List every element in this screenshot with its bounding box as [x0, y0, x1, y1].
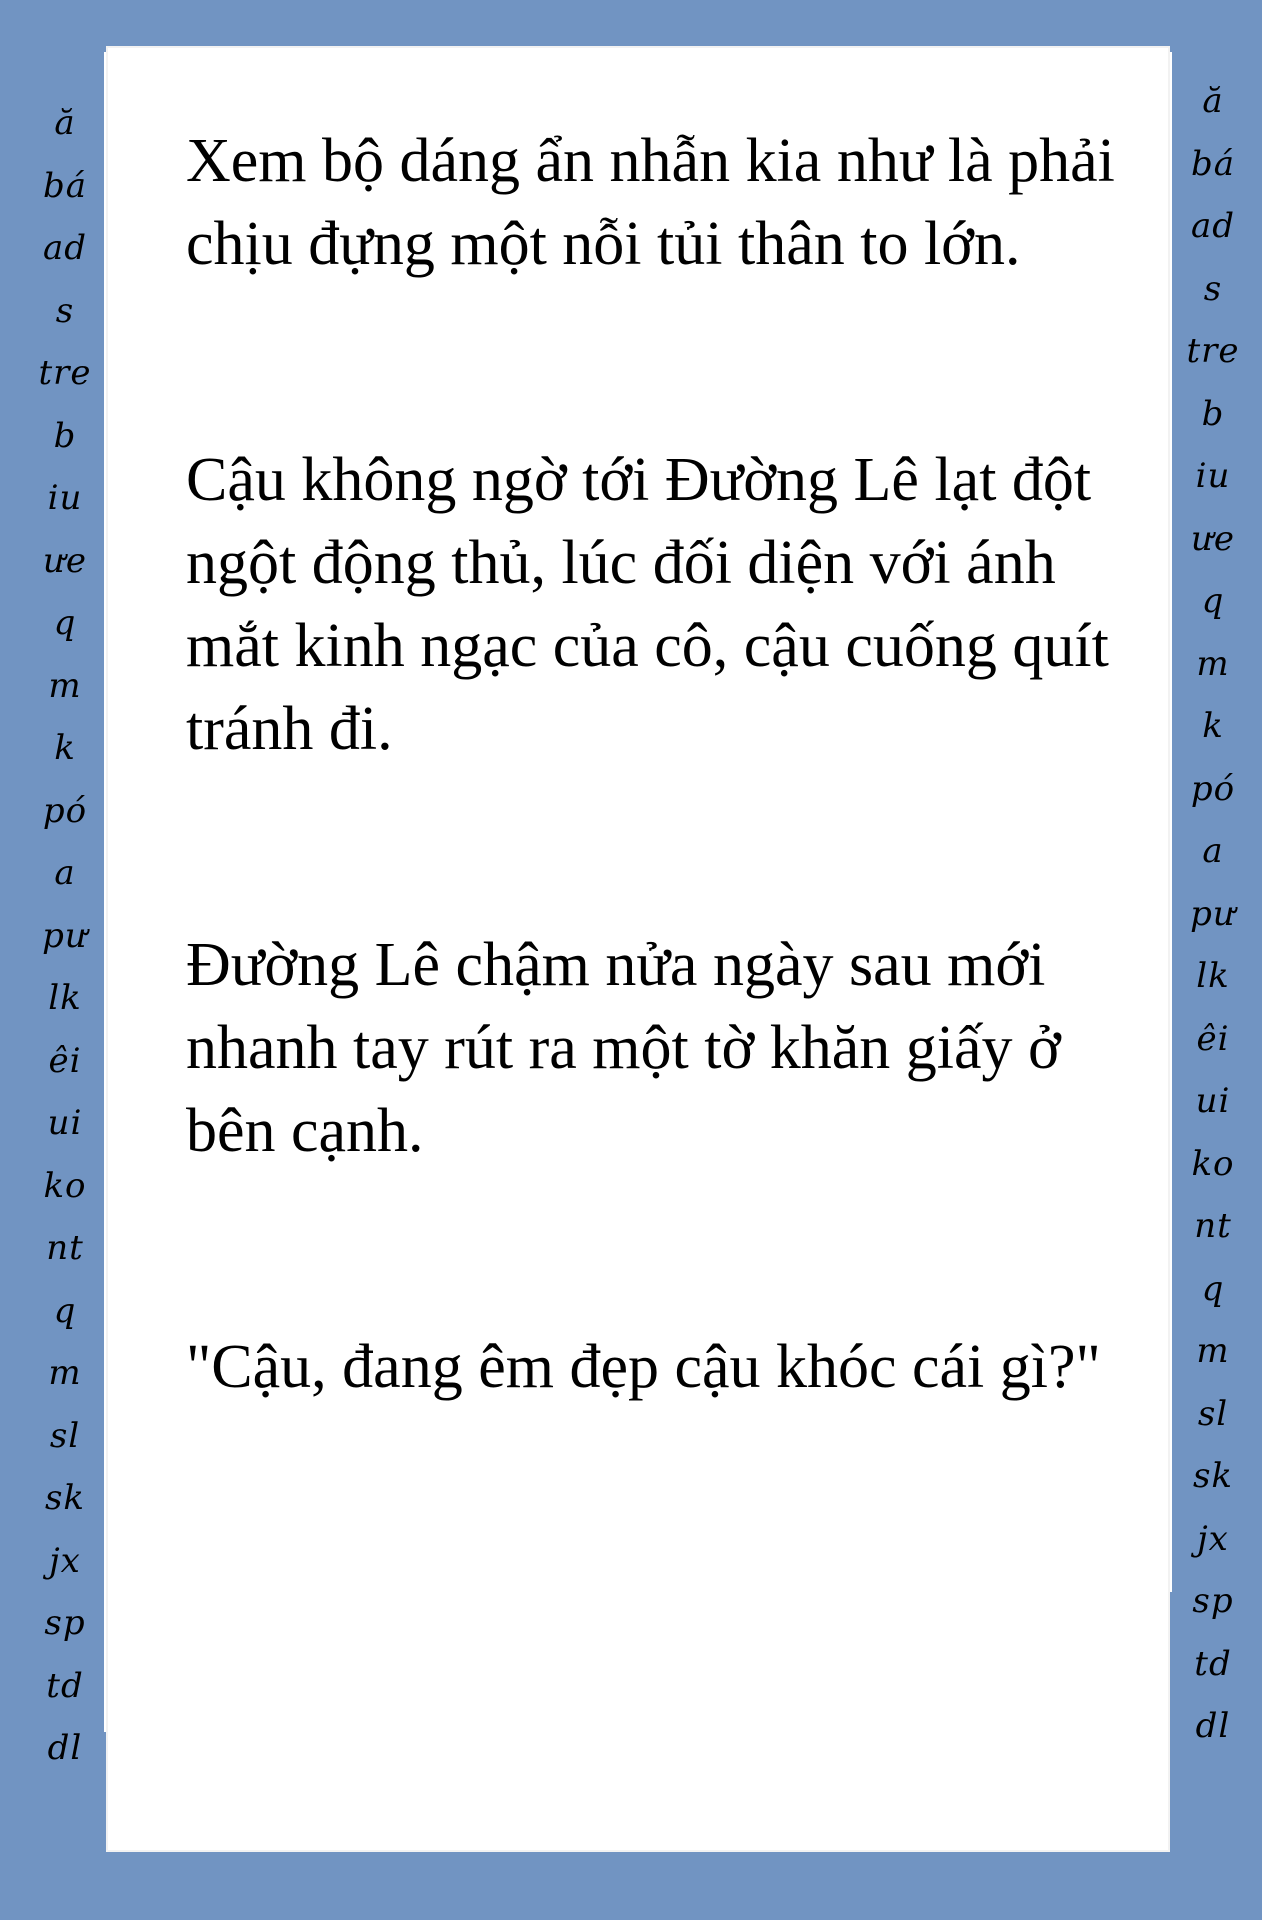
watermark-letters: ko: [43, 1165, 87, 1206]
watermark-letters: bá: [1190, 143, 1236, 184]
watermark-letters: ad: [42, 228, 88, 268]
watermark-letters: s: [55, 290, 75, 331]
watermark-letters: k: [1202, 706, 1224, 746]
watermark-letters: tre: [1186, 331, 1240, 371]
watermark-letters: dl: [1195, 1706, 1231, 1746]
left-margin-watermark: [20, 92, 110, 1780]
watermark-letters: lk: [48, 978, 82, 1018]
watermark-letters: dl: [47, 1728, 83, 1768]
watermark-letters: êi: [48, 1040, 82, 1081]
watermark-letters: a: [1202, 831, 1224, 871]
watermark-letters: jx: [49, 1540, 81, 1581]
watermark-letters: td: [1194, 1643, 1232, 1684]
watermark-letters: b: [1201, 393, 1225, 434]
watermark-letters: sl: [1197, 1393, 1229, 1434]
watermark-letters: ă: [1202, 81, 1224, 121]
watermark-letters: q: [1201, 1268, 1225, 1309]
story-text: [186, 120, 1116, 1562]
watermark-letters: m: [1196, 643, 1230, 684]
watermark-letters: iu: [47, 478, 83, 518]
watermark-letters: bá: [42, 165, 88, 206]
watermark-letters: lk: [1196, 956, 1230, 996]
paragraph: "Cậu, đang êm đẹp cậu khóc cái gì?": [186, 1333, 1101, 1401]
watermark-letters: iu: [1195, 456, 1231, 496]
watermark-letters: q: [1201, 581, 1225, 621]
watermark-letters: sp: [44, 1603, 86, 1643]
watermark-letters: tre: [38, 353, 92, 393]
watermark-letters: sp: [1192, 1581, 1234, 1621]
watermark-letters: ad: [1190, 206, 1236, 246]
paragraph: Xem bộ dáng ẩn nhẫn kia như là phải chịu đựng một nỗi tủi thân to lớn.: [186, 127, 1115, 278]
watermark-letters: ă: [54, 103, 76, 143]
watermark-letters: pó: [42, 790, 88, 831]
watermark-letters: pư: [1190, 893, 1236, 934]
paragraph: Đường Lê chậm nửa ngày sau mới nhanh tay rút ra một tờ khăn giấy ở bên cạnh.: [186, 931, 1061, 1165]
watermark-letters: jx: [1197, 1518, 1229, 1559]
watermark-letters: sk: [44, 1478, 86, 1518]
watermark-letters: k: [54, 728, 76, 768]
watermark-letters: s: [1203, 268, 1223, 309]
watermark-letters: nt: [1194, 1206, 1232, 1246]
watermark-letters: m: [48, 665, 82, 706]
watermark-letters: q: [53, 1290, 77, 1331]
watermark-letters: m: [1196, 1331, 1230, 1371]
watermark-letters: ưe: [1190, 518, 1236, 559]
watermark-letters: q: [53, 603, 77, 643]
watermark-letters: nt: [46, 1228, 84, 1268]
watermark-letters: ko: [1191, 1143, 1235, 1184]
watermark-letters: pư: [42, 915, 88, 956]
watermark-letters: m: [48, 1353, 82, 1393]
watermark-letters: sl: [49, 1415, 81, 1456]
watermark-letters: b: [53, 415, 77, 456]
right-margin-watermark: [1168, 70, 1258, 1758]
watermark-letters: sk: [1192, 1456, 1234, 1496]
watermark-letters: pó: [1190, 768, 1236, 809]
watermark-letters: ui: [1195, 1081, 1231, 1121]
watermark-letters: td: [46, 1665, 84, 1706]
watermark-letters: a: [54, 853, 76, 893]
watermark-letters: ui: [47, 1103, 83, 1143]
watermark-letters: êi: [1196, 1018, 1230, 1059]
paragraph: Cậu không ngờ tới Đường Lê lạt đột ngột động thủ, lúc đối diện với ánh mắt kinh ngạc của cô, cậu cuống quít tránh đi.: [186, 446, 1109, 763]
watermark-letters: ưe: [42, 540, 88, 581]
